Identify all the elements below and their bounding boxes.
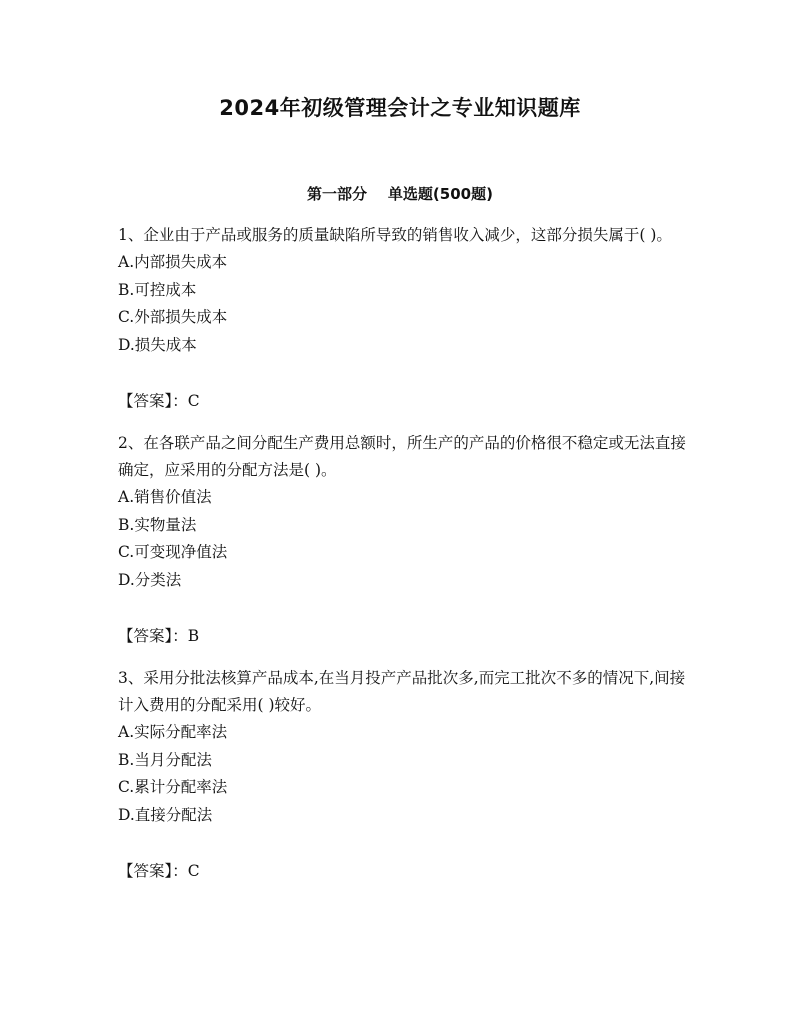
document-title: 2024年初级管理会计之专业知识题库 xyxy=(219,96,581,120)
question-stem: 2、在各联产品之间分配生产费用总额时，所生产的产品的价格很不稳定或无法直接确定，应采用的分配方法是( )。 xyxy=(118,434,686,479)
option-d: D.分类法 xyxy=(118,570,182,589)
question-3 xyxy=(118,665,688,885)
option-a: A.实际分配率法 xyxy=(118,723,228,741)
option-a: A.内部损失成本 xyxy=(118,253,228,271)
answer-line: 【答案】：C xyxy=(118,392,200,410)
option-b: B.实物量法 xyxy=(118,515,197,534)
option-c: C.累计分配率法 xyxy=(118,778,228,796)
answer-line: 【答案】：C xyxy=(118,862,200,880)
answer-line: 【答案】：B xyxy=(118,627,200,645)
question-2 xyxy=(118,430,688,650)
question-stem: 1、企业由于产品或服务的质量缺陷所导致的销售收入减少，这部分损失属于( )。 xyxy=(118,226,672,244)
option-b: B.当月分配法 xyxy=(118,750,212,769)
section-title: 第一部分 单选题(500题) xyxy=(307,185,493,203)
question-list xyxy=(118,222,688,900)
option-d: D.直接分配法 xyxy=(118,805,213,824)
question-1 xyxy=(118,222,688,415)
option-a: A.销售价值法 xyxy=(118,488,212,506)
option-c: C.可变现净值法 xyxy=(118,543,228,561)
option-b: B.可控成本 xyxy=(118,280,197,299)
question-stem: 3、采用分批法核算产品成本,在当月投产产品批次多,而完工批次不多的情况下,间接计入费用的分配采用( )较好。 xyxy=(118,669,686,714)
option-c: C.外部损失成本 xyxy=(118,308,228,326)
option-d: D.损失成本 xyxy=(118,335,197,354)
